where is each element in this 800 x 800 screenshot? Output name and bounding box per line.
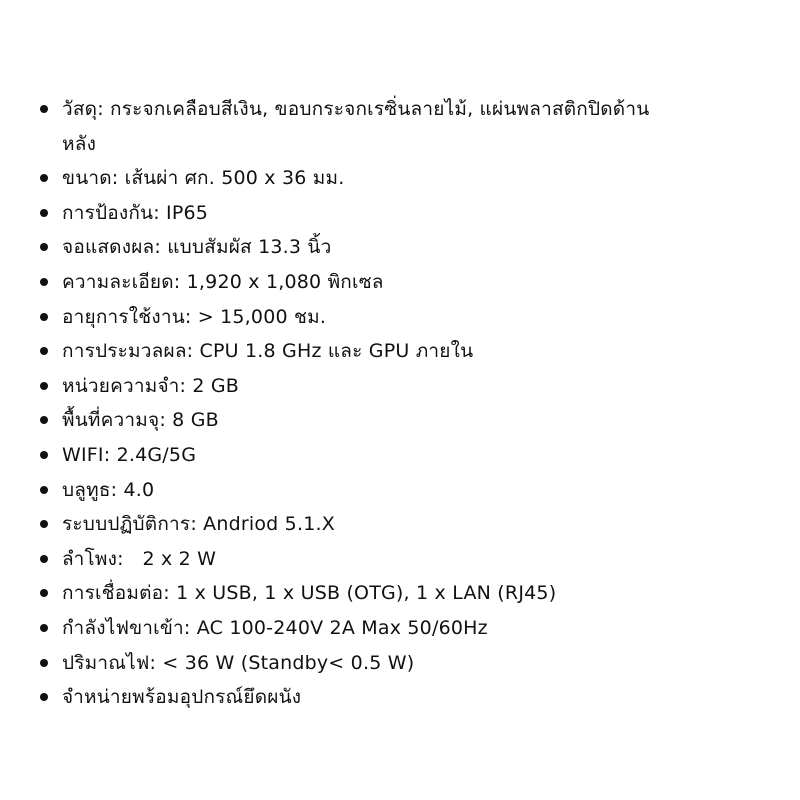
bullet-icon: [40, 278, 48, 286]
bullet-icon: [40, 209, 48, 217]
bullet-icon: [40, 555, 48, 563]
spec-item-lifespan: [36, 300, 676, 335]
spec-item-display: [36, 230, 676, 265]
spec-item-bluetooth: [36, 473, 676, 508]
spec-text: ความละเอียด: 1,920 x 1,080 พิกเซล: [62, 270, 384, 293]
bullet-icon: [40, 693, 48, 701]
spec-text: บลูทูธ: 4.0: [62, 478, 155, 501]
spec-text: พื้นที่ความจุ: 8 GB: [62, 409, 219, 432]
bullet-icon: [40, 382, 48, 390]
bullet-icon: [40, 105, 48, 113]
spec-item-speaker: [36, 542, 676, 577]
bullet-icon: [40, 624, 48, 632]
bullet-icon: [40, 313, 48, 321]
spec-item-wifi: [36, 438, 676, 473]
spec-item-power-consumption: [36, 646, 676, 681]
bullet-icon: [40, 416, 48, 424]
bullet-icon: [40, 174, 48, 182]
spec-text: หน่วยความจำ: 2 GB: [62, 374, 240, 397]
spec-text: ขนาด: เส้นผ่า ศก. 500 x 36 มม.: [62, 167, 345, 190]
spec-text: จำหน่ายพร้อมอุปกรณ์ยึดผนัง: [62, 686, 302, 709]
bullet-icon: [40, 659, 48, 667]
spec-text: การเชื่อมต่อ: 1 x USB, 1 x USB (OTG), 1 x LAN (RJ45): [62, 582, 557, 605]
spec-item-protection: [36, 196, 676, 231]
spec-item-processor: [36, 334, 676, 369]
spec-text: WIFI: 2.4G/5G: [62, 443, 197, 466]
spec-item-os: [36, 507, 676, 542]
spec-item-resolution: [36, 265, 676, 300]
bullet-icon: [40, 347, 48, 355]
spec-item-power-input: [36, 611, 676, 646]
spec-text: การป้องกัน: IP65: [62, 201, 209, 224]
spec-item-material: [36, 92, 676, 161]
spec-text: ระบบปฏิบัติการ: Andriod 5.1.X: [62, 513, 335, 536]
spec-text: ปริมาณไฟ: < 36 W (Standby< 0.5 W): [62, 651, 415, 674]
bullet-icon: [40, 589, 48, 597]
spec-item-mounting: [36, 680, 676, 715]
spec-text: ลำโพง: 2 x 2 W: [62, 547, 217, 570]
spec-item-connectivity: [36, 576, 676, 611]
bullet-icon: [40, 486, 48, 494]
spec-text: อายุการใช้งาน: > 15,000 ชม.: [62, 305, 327, 328]
spec-text: จอแสดงผล: แบบสัมผัส 13.3 นิ้ว: [62, 236, 332, 259]
spec-item-storage: [36, 403, 676, 438]
bullet-icon: [40, 451, 48, 459]
spec-item-memory: [36, 369, 676, 404]
spec-text: กำลังไฟขาเข้า: AC 100-240V 2A Max 50/60Hz: [62, 616, 488, 639]
spec-item-size: [36, 161, 676, 196]
bullet-icon: [40, 520, 48, 528]
bullet-icon: [40, 243, 48, 251]
spec-list: [36, 92, 676, 715]
spec-text: วัสดุ: กระจกเคลือบสีเงิน, ขอบกระจกเรซิ่นลายไม้, แผ่นพลาสติกปิดด้านหลัง: [62, 98, 650, 155]
spec-text: การประมวลผล: CPU 1.8 GHz และ GPU ภายใน: [62, 340, 474, 363]
